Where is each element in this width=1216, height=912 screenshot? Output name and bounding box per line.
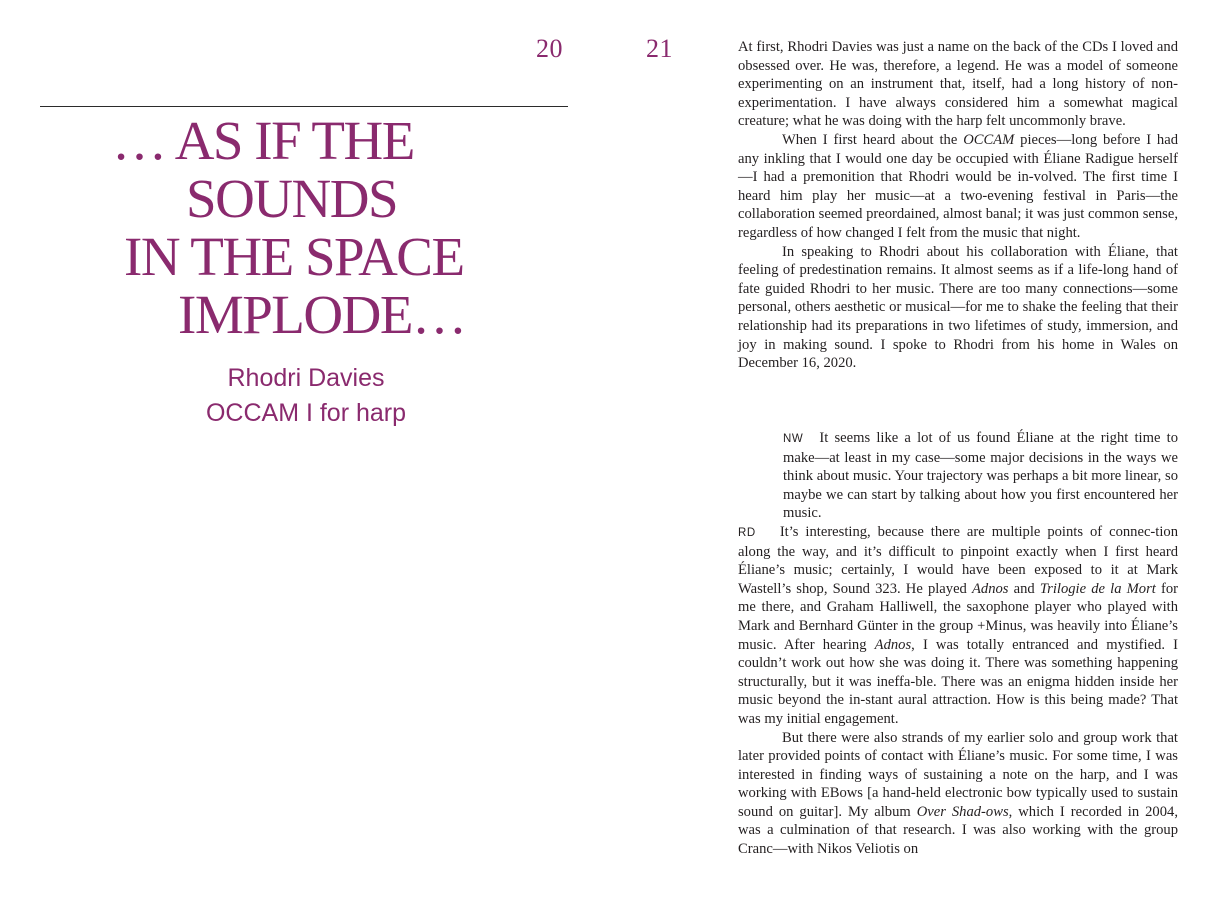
intro-text (738, 38, 1178, 373)
work-title: OCCAM I for harp (205, 399, 407, 427)
intro-paragraph-2: When I first heard about the OCCAM pieces—long before I had any inkling that I would one day be occupied with Éliane Radigue herself—I had a premonition that Rhodri would be in-volved. The first time I heard him play her music—at a two-evening festival in Paris—the collaboration seemed preordained, almost banal; it was just common sense, regardless of how changed I felt from the music that night. (738, 131, 1179, 241)
speaker-rd: RD (738, 526, 756, 539)
right-page (608, 0, 1216, 912)
interview-text (738, 429, 1178, 859)
answer-rd: RD It’s interesting, because there are multiple points of connec-tion along the way, and it’s difficult to pinpoint exactly when I first heard Éliane’s music; certainly, I would have been exposed to it at Mark Wastell’s shop, Sound 323. He played Adnos and Trilogie de la Mort for me there, and Graham Halliwell, the saxophone player who played with Mark and Bernhard Günter in the group +Minus, was heavily into Éliane’s music. After hearing Adnos, I was totally entranced and mystified. I couldn’t work out how she was doing it. There was something happening structurally, but it was ineffa-ble. There was an enigma hidden inside her music beyond the in-stant aural attraction. How is this being made? That was my initial engagement. (738, 523, 1179, 727)
intro-paragraph-1: At first, Rhodri Davies was just a name on the back of the CDs I loved and obsessed over. He was, therefore, a legend. He was a model of someone experimenting on an instrument that, itself, had a long history of non-experimentation. I have always considered him a somewhat magical creature; what he was doing with the harp felt uncommonly brave. (738, 39, 1178, 130)
speaker-nw: NW (783, 433, 804, 445)
title-line-1: … AS IF THE (112, 110, 414, 171)
title-line-4: IMPLODE… (178, 284, 466, 345)
page-number-left: 20 (536, 34, 563, 63)
question-nw: NW It seems like a lot of us found Éliane at the right time to make—at least in my case—some major decisions in the ways we think about music. Your trajectory was perhaps a bit more linear, so maybe we can start by talking about how you first encountered her music. (783, 430, 1178, 522)
author-name: Rhodri Davies (227, 364, 385, 392)
answer-rd-continued: But there were also strands of my earlier solo and group work that later provided points of contact with Éliane’s music. For some time, I was interested in finding ways of sustaining a note on the harp, and I was working with EBows [a hand-held electronic bow typically used to sustain sound on guitar]. My album Over Shad-ows, which I recorded in 2004, was a culmination of that research. I was also working with the group Cranc—with Nikos Veliotis on (738, 729, 1178, 858)
title-rule (40, 106, 568, 107)
title-line-3: IN THE SPACE (124, 226, 464, 287)
page-number-right: 21 (646, 34, 673, 63)
intro-paragraph-3: In speaking to Rhodri about his collaboration with Éliane, that feeling of predestination remains. It almost seems as if a life-long hand of fate guided Rhodri to her music. There are too many connections—some personal, others aesthetic or musical—for me to shake the feeling that their relationship had its preparations in two lifetimes of study, immersion, and joy in making sound. I spoke to Rhodri from his home in Wales on December 16, 2020. (738, 243, 1178, 372)
title-line-2: SOUNDS (186, 168, 398, 229)
